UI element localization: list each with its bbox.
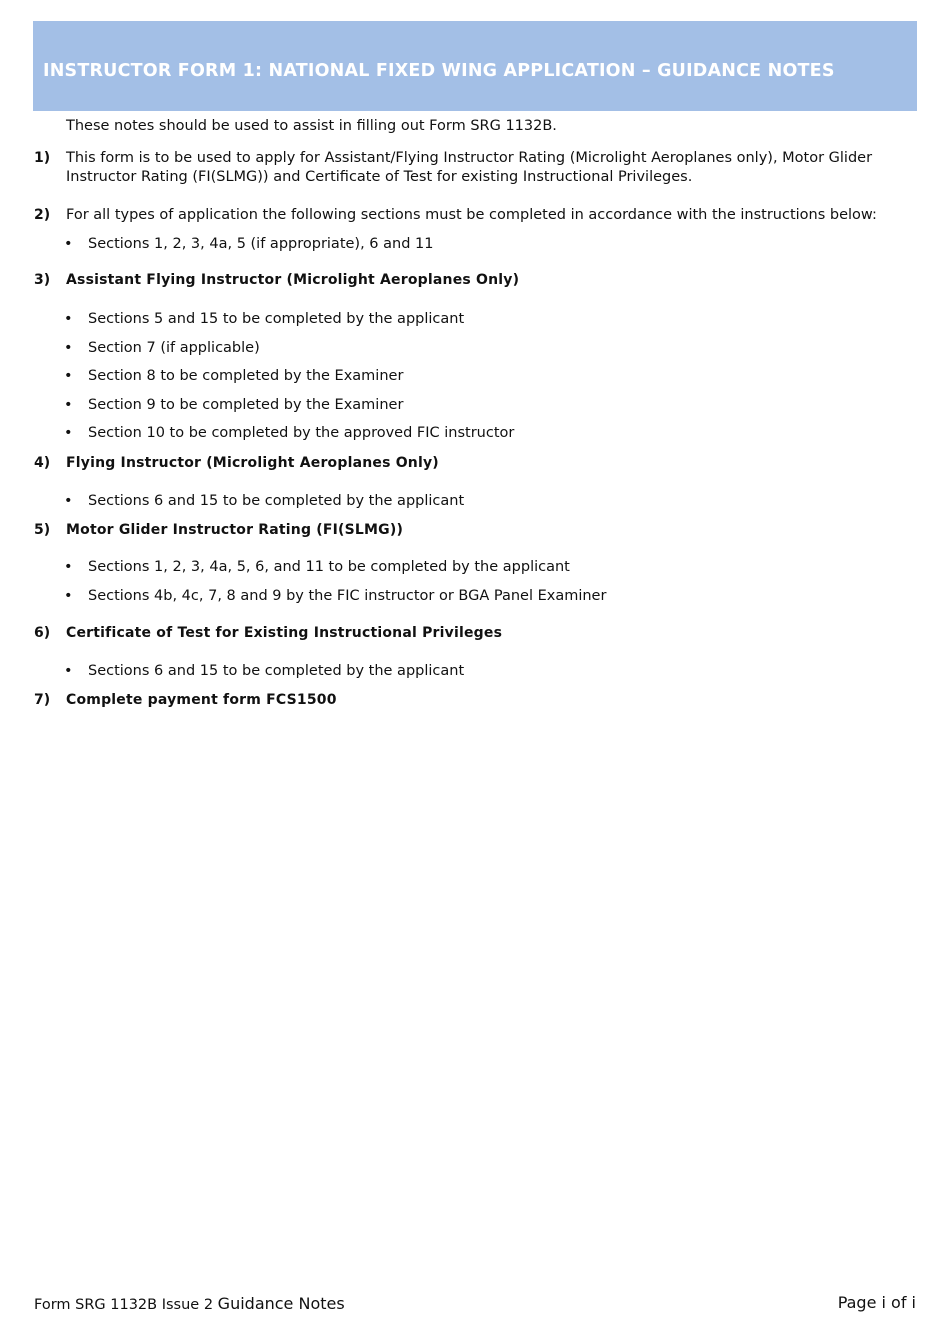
bullet-item xyxy=(64,235,433,254)
bullet-item xyxy=(64,310,464,329)
bullet-icon: • xyxy=(64,588,73,604)
item-text: For all types of application the following sections must be completed in accordance with the instructions below: xyxy=(66,207,877,223)
section-heading: Flying Instructor (Microlight Aeroplanes Only) xyxy=(66,455,439,471)
item-number: 2) xyxy=(34,207,51,223)
page-title: INSTRUCTOR FORM 1: NATIONAL FIXED WING APPLICATION – GUIDANCE NOTES xyxy=(43,61,835,81)
list-item-5 xyxy=(34,521,914,540)
bullet-text: Sections 1, 2, 3, 4a, 5 (if appropriate), 6 and 11 xyxy=(88,236,434,252)
bullet-text: Section 10 to be completed by the approved FIC instructor xyxy=(88,425,515,441)
list-item-1 xyxy=(34,149,914,187)
item-number: 4) xyxy=(34,455,51,471)
list-item-6 xyxy=(34,624,914,643)
item-number: 5) xyxy=(34,522,51,538)
bullet-icon: • xyxy=(64,397,73,413)
bullet-item xyxy=(64,367,403,386)
bullet-icon: • xyxy=(64,236,73,252)
list-item-2 xyxy=(34,206,914,225)
bullet-icon: • xyxy=(64,425,73,441)
item-text: This form is to be used to apply for Assistant/Flying Instructor Rating (Microlight Aeroplanes only), Motor Glider Instructor Rating (FI(SLMG)) and Certificate of Test for existing Instructional Privileges. xyxy=(66,150,873,185)
item-number: 3) xyxy=(34,272,51,288)
bullet-icon: • xyxy=(64,493,73,509)
bullet-icon: • xyxy=(64,663,73,679)
bullet-text: Sections 6 and 15 to be completed by the applicant xyxy=(88,493,465,509)
bullet-text: Section 9 to be completed by the Examiner xyxy=(88,397,404,413)
intro-text: These notes should be used to assist in filling out Form SRG 1132B. xyxy=(66,118,557,134)
bullet-icon: • xyxy=(64,311,73,327)
bullet-icon: • xyxy=(64,368,73,384)
header-banner xyxy=(33,21,917,111)
footer-page-number: Page i of i xyxy=(837,1293,916,1312)
list-item-3 xyxy=(34,271,914,290)
item-number: 6) xyxy=(34,625,51,641)
bullet-item xyxy=(64,339,260,358)
footer-form-ref: Form SRG 1132B Issue 2 xyxy=(34,1297,214,1313)
section-heading: Complete payment form FCS1500 xyxy=(66,692,337,708)
section-heading: Certificate of Test for Existing Instructional Privileges xyxy=(66,625,503,641)
bullet-text: Section 8 to be completed by the Examiner xyxy=(88,368,404,384)
section-heading: Assistant Flying Instructor (Microlight Aeroplanes Only) xyxy=(66,272,520,288)
item-number: 1) xyxy=(34,150,51,166)
bullet-text: Sections 5 and 15 to be completed by the applicant xyxy=(88,311,465,327)
bullet-item xyxy=(64,558,570,577)
bullet-icon: • xyxy=(64,559,73,575)
bullet-text: Sections 1, 2, 3, 4a, 5, 6, and 11 to be completed by the applicant xyxy=(88,559,570,575)
footer-form-reference xyxy=(34,1294,345,1313)
bullet-item xyxy=(64,662,464,681)
list-item-7 xyxy=(34,691,914,710)
footer-guidance: Guidance Notes xyxy=(217,1294,345,1313)
bullet-item xyxy=(64,492,464,511)
bullet-item xyxy=(64,587,606,606)
bullet-text: Sections 4b, 4c, 7, 8 and 9 by the FIC instructor or BGA Panel Examiner xyxy=(88,588,607,604)
bullet-item xyxy=(64,424,514,443)
bullet-item xyxy=(64,396,403,415)
list-item-4 xyxy=(34,454,914,473)
bullet-text: Sections 6 and 15 to be completed by the applicant xyxy=(88,663,465,679)
bullet-icon: • xyxy=(64,340,73,356)
item-number: 7) xyxy=(34,692,51,708)
bullet-text: Section 7 (if applicable) xyxy=(88,340,260,356)
section-heading: Motor Glider Instructor Rating (FI(SLMG)) xyxy=(66,522,404,538)
